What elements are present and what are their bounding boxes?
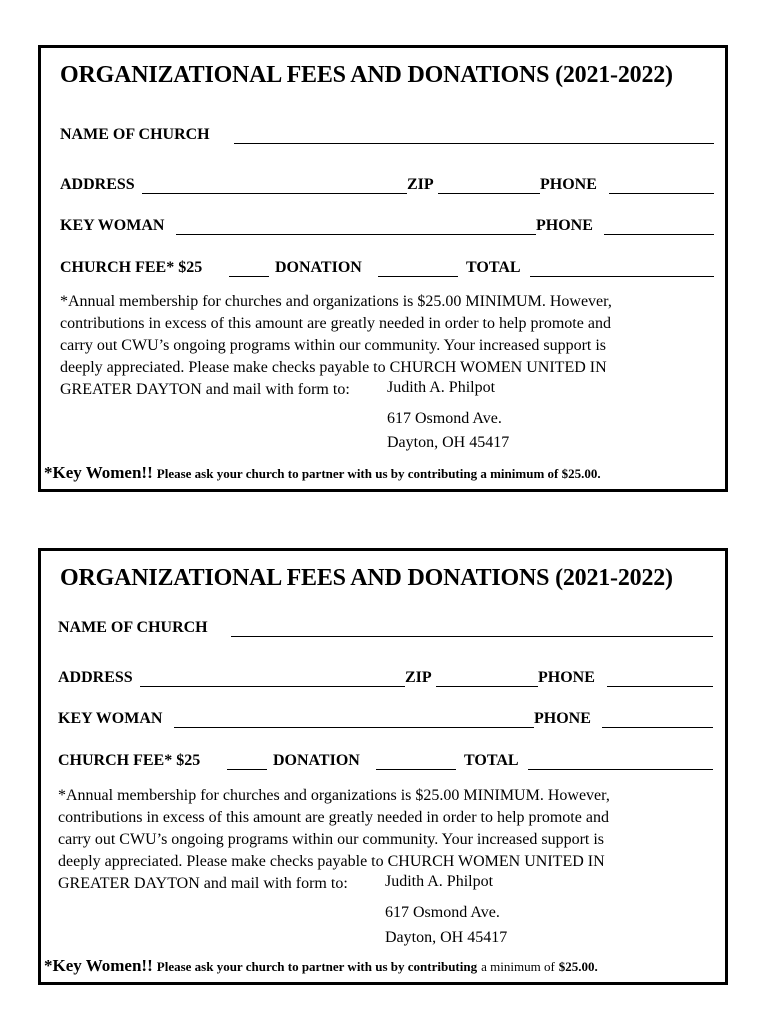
zip-field[interactable] <box>438 193 540 194</box>
donation-field[interactable] <box>378 276 458 277</box>
key-women-note <box>44 463 601 483</box>
mail-city: Dayton, OH 45417 <box>387 434 510 451</box>
mail-street: 617 Osmond Ave. <box>387 410 502 427</box>
phone-label: PHONE <box>540 176 597 193</box>
form-title: ORGANIZATIONAL FEES AND DONATIONS (2021-2022) <box>60 565 673 591</box>
membership-paragraph <box>60 291 680 401</box>
address-label: ADDRESS <box>60 176 135 193</box>
key-woman-label: KEY WOMAN <box>58 710 163 727</box>
name-of-church-field[interactable] <box>234 143 714 144</box>
key-woman-phone-field[interactable] <box>604 234 714 235</box>
key-woman-phone-field[interactable] <box>602 727 713 728</box>
church-fee-label: CHURCH FEE* $25 <box>60 259 203 276</box>
key-woman-phone-label: PHONE <box>534 710 591 727</box>
zip-label: ZIP <box>407 176 434 193</box>
paragraph-line: deeply appreciated. Please make checks payable to CHURCH WOMEN UNITED IN <box>58 853 605 870</box>
paragraph-line: GREATER DAYTON and mail with form to: <box>60 381 350 398</box>
key-woman-field[interactable] <box>176 234 536 235</box>
paragraph-line: *Annual membership for churches and organizations is $25.00 MINIMUM. However, <box>60 293 612 310</box>
mail-name: Judith A. Philpot <box>385 873 494 890</box>
phone-label: PHONE <box>538 669 595 686</box>
address-field[interactable] <box>142 193 407 194</box>
church-fee-field[interactable] <box>227 769 267 770</box>
zip-field[interactable] <box>436 686 538 687</box>
total-label: TOTAL <box>464 752 519 769</box>
fees-form-bottom <box>38 548 728 985</box>
paragraph-line: carry out CWU’s ongoing programs within our community. Your increased support is <box>60 337 607 354</box>
fees-form-top <box>38 45 728 492</box>
mail-name: Judith A. Philpot <box>387 379 496 396</box>
paragraph-line: contributions in excess of this amount are greatly needed in order to help promote and <box>60 315 611 332</box>
key-women-text-normal: a minimum of <box>481 959 555 974</box>
key-women-amount: $25.00. <box>558 959 598 974</box>
key-women-note <box>44 956 598 976</box>
paragraph-line: *Annual membership for churches and organizations is $25.00 MINIMUM. However, <box>58 787 610 804</box>
church-fee-label: CHURCH FEE* $25 <box>58 752 201 769</box>
phone-field[interactable] <box>609 193 714 194</box>
key-women-text: Please ask your church to partner with us by contributing <box>156 959 478 974</box>
key-women-heading: *Key Women!! <box>44 956 153 975</box>
zip-label: ZIP <box>405 669 432 686</box>
paragraph-line: deeply appreciated. Please make checks payable to CHURCH WOMEN UNITED IN <box>60 359 607 376</box>
paragraph-line: contributions in excess of this amount are greatly needed in order to help promote and <box>58 809 609 826</box>
form-title: ORGANIZATIONAL FEES AND DONATIONS (2021-2022) <box>60 62 673 88</box>
key-woman-field[interactable] <box>174 727 534 728</box>
key-women-text: Please ask your church to partner with us by contributing a minimum of $25.00. <box>156 466 601 481</box>
membership-paragraph <box>58 785 678 895</box>
donation-field[interactable] <box>376 769 456 770</box>
key-woman-phone-label: PHONE <box>536 217 593 234</box>
key-woman-label: KEY WOMAN <box>60 217 165 234</box>
name-of-church-label: NAME OF CHURCH <box>58 619 208 636</box>
mail-street: 617 Osmond Ave. <box>385 904 500 921</box>
phone-field[interactable] <box>607 686 713 687</box>
address-field[interactable] <box>140 686 405 687</box>
key-women-heading: *Key Women!! <box>44 463 153 482</box>
donation-label: DONATION <box>273 752 360 769</box>
paragraph-line: GREATER DAYTON and mail with form to: <box>58 875 348 892</box>
paragraph-line: carry out CWU’s ongoing programs within our community. Your increased support is <box>58 831 605 848</box>
name-of-church-field[interactable] <box>231 636 713 637</box>
church-fee-field[interactable] <box>229 276 269 277</box>
address-label: ADDRESS <box>58 669 133 686</box>
total-field[interactable] <box>528 769 713 770</box>
total-field[interactable] <box>530 276 714 277</box>
donation-label: DONATION <box>275 259 362 276</box>
mail-city: Dayton, OH 45417 <box>385 929 508 946</box>
name-of-church-label: NAME OF CHURCH <box>60 126 210 143</box>
total-label: TOTAL <box>466 259 521 276</box>
